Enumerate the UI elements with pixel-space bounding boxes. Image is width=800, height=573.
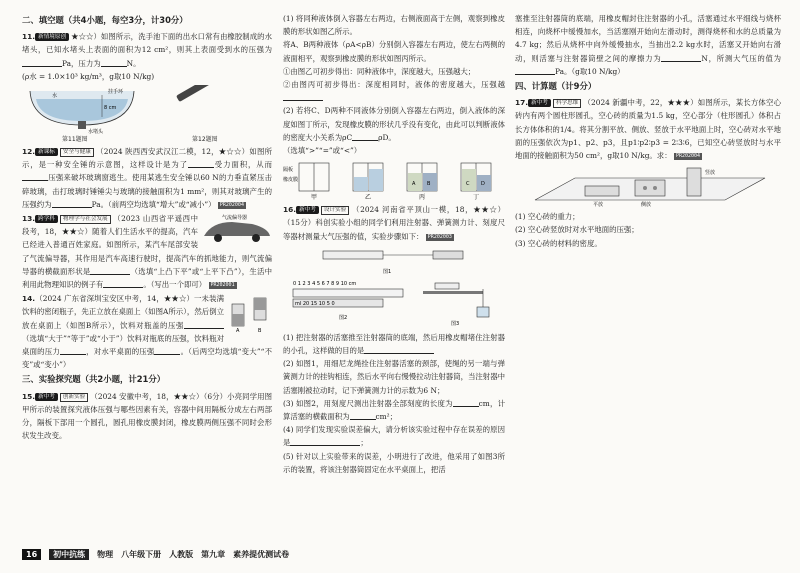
svg-text:甲: 甲 bbox=[311, 194, 318, 202]
figure-16-syringe bbox=[283, 245, 505, 329]
question-11: 11. 新情境原创 ★☆☆）如图所示，洗手池下面的出水口常有由橡胶制成的水堵头，已知水堵头上表面的面积为12 cm²，则其上表面受到水的压强为Pa，压力为 N。 (ρ水 = 1.0×10³ kg/m³，g取10 N/kg) bbox=[22, 32, 272, 81]
question-17: 17. 新中考 科学思维 （2024 新疆中考，22，★★★）如图所示，某长方体空心砖内有两个圆柱形圆孔，空心砖的质量为1.5 kg，空心部分（柱形圆孔）体积占长方体体积的1/4。将其分割平放、侧放、竖放于水平地面上时，空心砖对水平地面的压强依次为p1、p2、p3，且p1∶p2∶p3 = 2∶3∶6，已知空心砖竖放时与水平地面的接触面积为50 cm²，g取10 N/kg。求： PR202004 bbox=[515, 98, 781, 161]
svg-text:丙: 丙 bbox=[419, 194, 426, 202]
pressure-containers-figure bbox=[283, 159, 505, 201]
question-16-steps: (1) 把注射器的活塞推至注射器筒的底端，然后用橡皮帽堵住注射器的小孔，这样做的目的是 (2) 如图1，用细尼龙绳拴住注射器活塞的颈部，使绳的另一端与弹簧测力计的挂钩相连，然后水平向右慢慢拉动注射器筒，当注射器中活塞刚被拉动时，记下弹簧测力计的示数为6 N； (3) 如图2，用刻度尺测出注射器全部刻度的长度为 cm，计算活塞的横截面积为 cm²； (4) 同学们发现实验误差偏大，请分析该实验过程中存在误差的原因是 ； (5) 针对以上实验带来的误差，小明进行了改进，他采用了如图3所示的装置，将该注射器筒固定在水平桌面上，把活 bbox=[283, 332, 505, 474]
question-15: 15. 新中考 创新实验 （2024 安徽中考，18，★★☆）（6分）小亮同学用图甲所示的装置探究液体压强与哪些因素有关，容器中间用隔板分成左右两部分，隔板下部用一个圆孔，圆孔用橡皮膜封闭，橡皮膜两侧压强不同时会形状发生改变。 bbox=[22, 391, 272, 441]
section-fill-blank-title: 二、填空题（共4小题，每空3分，计30分） bbox=[22, 15, 188, 25]
answer-blank[interactable] bbox=[350, 411, 376, 420]
answer-blank[interactable] bbox=[364, 345, 434, 354]
svg-text:平放: 平放 bbox=[593, 202, 604, 209]
figures-11-12 bbox=[22, 85, 272, 143]
answer-blank[interactable] bbox=[52, 199, 92, 208]
svg-text:隔板: 隔板 bbox=[283, 167, 294, 174]
column-right bbox=[515, 12, 781, 251]
svg-text:图2: 图2 bbox=[339, 314, 348, 321]
svg-text:挂手环: 挂手环 bbox=[108, 89, 124, 96]
svg-text:B: B bbox=[258, 328, 262, 333]
figure-17-bricks bbox=[515, 164, 781, 208]
section-experiment-title: 三、实验探究题（共2小题，计21分） bbox=[22, 374, 166, 385]
answer-blank[interactable] bbox=[101, 58, 127, 67]
figure-15-containers bbox=[283, 159, 505, 201]
question-16-continued: 塞推至注射器筒的底端，用橡皮帽封住注射器的小孔，活塞通过水平细线与烧杯相连，向烧杯中缓慢加水，当活塞刚开始向左滑动时，测得烧杯和水的总质量为4.7 kg；然后从烧杯中向外缓慢抽水，当抽出2.2 kg水时，活塞又开始向右滑动，则活塞与注射器筒壁之间的摩擦力为 N，所测大气压的值为Pa。（g取10 N/kg） bbox=[515, 14, 781, 76]
answer-blank[interactable] bbox=[283, 92, 323, 101]
answer-blank[interactable] bbox=[22, 58, 62, 67]
sink-and-hammer-figure bbox=[22, 85, 272, 135]
page-footer: 16 初中抗练 物理 八年级下册 人教版 第九章 素养提优测试卷 bbox=[22, 549, 297, 560]
svg-text:竖放: 竖放 bbox=[705, 170, 716, 177]
svg-text:A: A bbox=[412, 181, 416, 188]
svg-text:乙: 乙 bbox=[365, 194, 372, 202]
brand-label: 初中抗练 bbox=[49, 549, 89, 560]
answer-blank[interactable] bbox=[515, 66, 555, 75]
svg-text:8 cm: 8 cm bbox=[104, 105, 117, 112]
answer-blank[interactable] bbox=[154, 346, 180, 355]
question-14: A B 14.（2024 广东省深圳宝安区中考，14，★★☆）一未装满饮料的密闭瓶子，先正立放在桌面上（如图A所示），然后倒立放在桌面上（如图B所示），饮料对瓶盖的压强（选填“大于”“等于”或“小于”）饮料对瓶底的压强，饮料瓶对桌面的压力 ，对水平桌面的压强 。（后两空均选填“变大”“不变”或“变小”） bbox=[22, 294, 272, 370]
column-middle bbox=[283, 12, 505, 477]
tag-new-context: 新情境原创 bbox=[35, 33, 69, 41]
page-number: 16 bbox=[22, 549, 41, 560]
answer-blank[interactable] bbox=[22, 172, 48, 181]
svg-text:丁: 丁 bbox=[473, 194, 480, 202]
svg-text:C: C bbox=[466, 181, 470, 188]
question-15-continued: (1) 将同种液体倒入容器左右两边，右侧液面高于左侧，观察到橡皮膜的形状如图乙所示。 将A、B两种液体（ρA<ρB）分别倒入容器左右两边，使左右两侧的液面相平，观察到橡皮膜的形状如图丙所示。 ①由图乙可初步得出：同种液体中，深度越大，压强越大； ②由图丙可初步得出：深度相同时，液体的密度越大，压强越 (2) 若将C、D两种不同液体分别倒入容器左右两边，倒入液体的深度如图丁所示，发现橡皮膜的形状几乎没有变化，由此可以判断液体的密度大小关系为ρC ρD。 （选填“>”“=”或“<”） bbox=[283, 14, 505, 156]
question-13: 气流偏导器 13. 跨学科 物理学与社会发展 （2023 山西省平遥西中段考，18，★★☆）随着人们生活水平的提高，汽车已经进入普通百姓家庭。如图所示，某汽车尾部安装了气流偏导器，其作用是汽车高速行驶时，提高汽车的抓地能力，则气流偏导器的横截面形状是 （选填“上凸下平”或“上平下凸”），生活中利用此物理知识的例子有 。（写出一个即可） PR202001 bbox=[22, 214, 272, 290]
svg-text:图3: 图3 bbox=[451, 320, 460, 327]
question-12: 12. 新课标 安全与健康 （2024 陕西西安武汉江二模，12，★☆☆）如图所示，是一种安全锤的示意图，这样设计是为了 受力面积，从而压强来破坏玻璃窗逃生。使用某逃生安全锤以60 N的力垂直紧压击碎玻璃，击打玻璃时锤锤尖与玻璃的接触面积为1 mm²，则其对玻璃产生的压强约为 Pa。（前两空均选填“增大”或“减小”） PR202004 bbox=[22, 147, 272, 209]
question-16: 16. 新中考 设计实验 （2024 河南省平顶山一模，18，★★☆）（15分）科创实验小组的同学们利用注射器、弹簧测力计、刻度尺等器材测量大气压强的值，实验步骤如下： PR202003 bbox=[283, 205, 505, 241]
answer-blank[interactable] bbox=[352, 132, 378, 141]
answer-blank[interactable] bbox=[188, 159, 214, 168]
answer-blank[interactable] bbox=[90, 266, 130, 275]
answer-blank[interactable] bbox=[661, 53, 701, 62]
svg-text:水: 水 bbox=[52, 93, 58, 100]
section-calculation-title: 四、计算题（计9分） bbox=[515, 81, 597, 92]
svg-text:B: B bbox=[427, 181, 431, 188]
svg-text:A: A bbox=[236, 328, 240, 333]
svg-text:侧放: 侧放 bbox=[641, 202, 652, 209]
svg-text:ml 20 15 10 5 0: ml 20 15 10 5 0 bbox=[295, 300, 335, 307]
fig11-caption: 第11题图 bbox=[62, 136, 88, 144]
answer-blank[interactable] bbox=[290, 437, 360, 446]
column-left bbox=[22, 12, 272, 443]
question-17-parts: (1) 空心砖的重力； (2) 空心砖竖放时对水平地面的压强； (3) 空心砖的材料的密度。 bbox=[515, 212, 639, 248]
svg-text:橡皮膜: 橡皮膜 bbox=[283, 177, 299, 184]
svg-text:图1: 图1 bbox=[383, 268, 392, 275]
hollow-brick-figure bbox=[515, 164, 781, 208]
syringe-experiment-figure bbox=[283, 245, 505, 329]
svg-text:0 1 2 3 4 5 6 7 8 9 10 cm: 0 1 2 3 4 5 6 7 8 9 10 cm bbox=[293, 280, 357, 287]
svg-text:气流偏导器: 气流偏导器 bbox=[222, 215, 248, 222]
answer-blank[interactable] bbox=[103, 279, 143, 288]
answer-blank[interactable] bbox=[60, 346, 86, 355]
svg-text:水堵头: 水堵头 bbox=[88, 129, 104, 136]
fig12-caption: 第12题图 bbox=[192, 136, 218, 144]
answer-blank[interactable] bbox=[453, 398, 479, 407]
bottles-figure bbox=[228, 292, 272, 332]
car-spoiler-figure bbox=[202, 212, 272, 242]
svg-text:D: D bbox=[481, 181, 485, 188]
answer-blank[interactable] bbox=[184, 320, 224, 329]
